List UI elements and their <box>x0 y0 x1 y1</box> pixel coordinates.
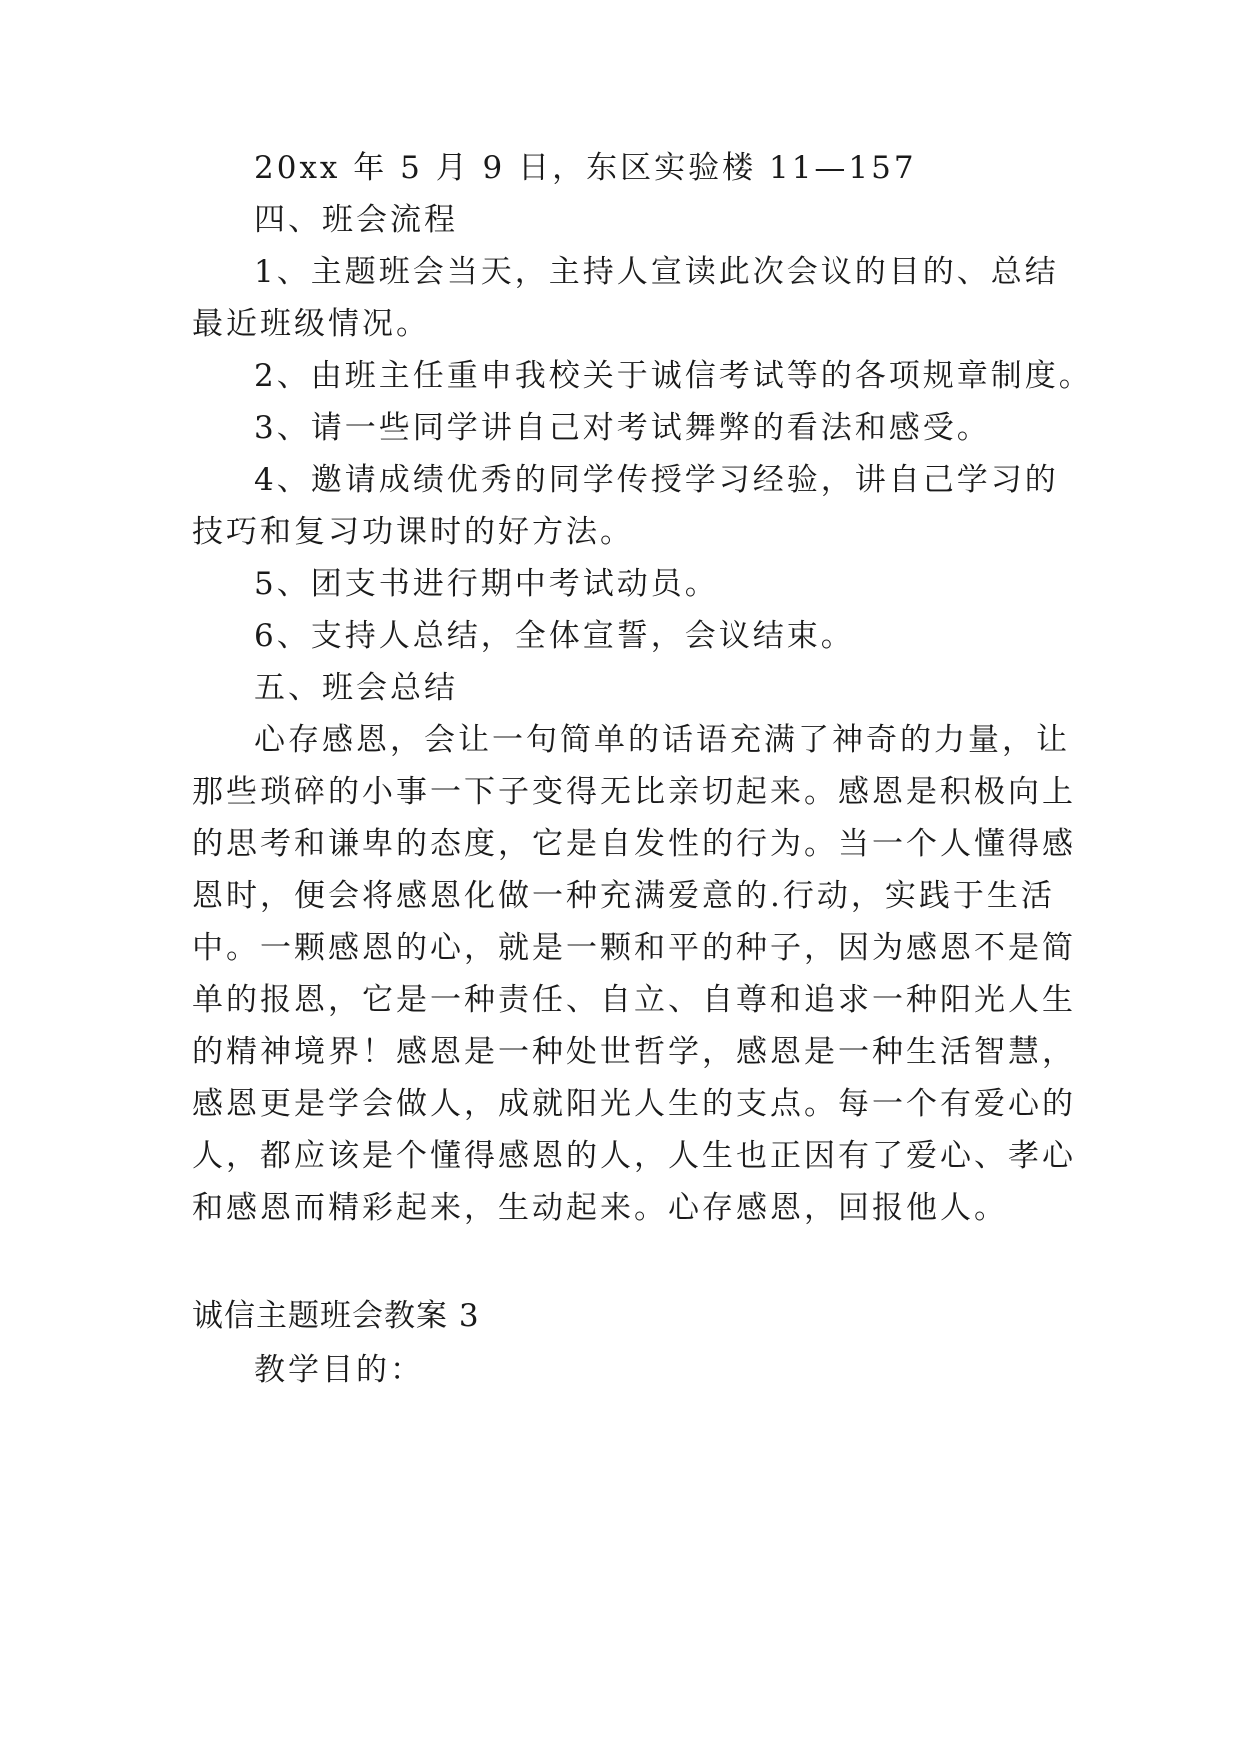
summary-paragraph-line: 感恩更是学会做人，成就阳光人生的支点。每一个有爱心的 <box>192 1086 1076 1122</box>
section-heading-summary: 五、班会总结 <box>254 670 458 706</box>
process-step-1-cont: 最近班级情况。 <box>192 306 430 342</box>
process-step-4: 4、邀请成绩优秀的同学传授学习经验，讲自己学习的 <box>254 462 1059 498</box>
process-step-6: 6、支持人总结，全体宣誓，会议结束。 <box>254 618 855 654</box>
meeting-time-place: 20xx 年 5 月 9 日，东区实验楼 11—157 <box>254 150 917 186</box>
summary-paragraph-line: 心存感恩，会让一句简单的话语充满了神奇的力量，让 <box>254 722 1070 758</box>
process-step-3: 3、请一些同学讲自己对考试舞弊的看法和感受。 <box>254 410 991 446</box>
section-title: 诚信主题班会教案 3 <box>192 1298 480 1334</box>
summary-paragraph-line: 和感恩而精彩起来，生动起来。心存感恩，回报他人。 <box>192 1190 1008 1226</box>
process-step-1: 1、主题班会当天，主持人宣读此次会议的目的、总结 <box>254 254 1059 290</box>
summary-paragraph-line: 单的报恩，它是一种责任、自立、自尊和追求一种阳光人生 <box>192 982 1076 1018</box>
subheading-teaching-goal: 教学目的： <box>254 1352 424 1388</box>
process-step-5: 5、团支书进行期中考试动员。 <box>254 566 719 602</box>
summary-paragraph-line: 中。一颗感恩的心，就是一颗和平的种子，因为感恩不是简 <box>192 930 1076 966</box>
summary-paragraph-line: 那些琐碎的小事一下子变得无比亲切起来。感恩是积极向上 <box>192 774 1076 810</box>
process-step-2: 2、由班主任重申我校关于诚信考试等的各项规章制度。 <box>254 358 1093 394</box>
summary-paragraph-line: 恩时，便会将感恩化做一种充满爱意的.行动，实践于生活 <box>192 878 1055 914</box>
summary-paragraph-line: 的精神境界！感恩是一种处世哲学，感恩是一种生活智慧， <box>192 1034 1076 1070</box>
summary-paragraph-line: 人，都应该是个懂得感恩的人，人生也正因有了爱心、孝心 <box>192 1138 1076 1174</box>
summary-paragraph-line: 的思考和谦卑的态度，它是自发性的行为。当一个人懂得感 <box>192 826 1076 862</box>
process-step-4-cont: 技巧和复习功课时的好方法。 <box>192 514 634 550</box>
section-heading-process: 四、班会流程 <box>254 202 458 238</box>
